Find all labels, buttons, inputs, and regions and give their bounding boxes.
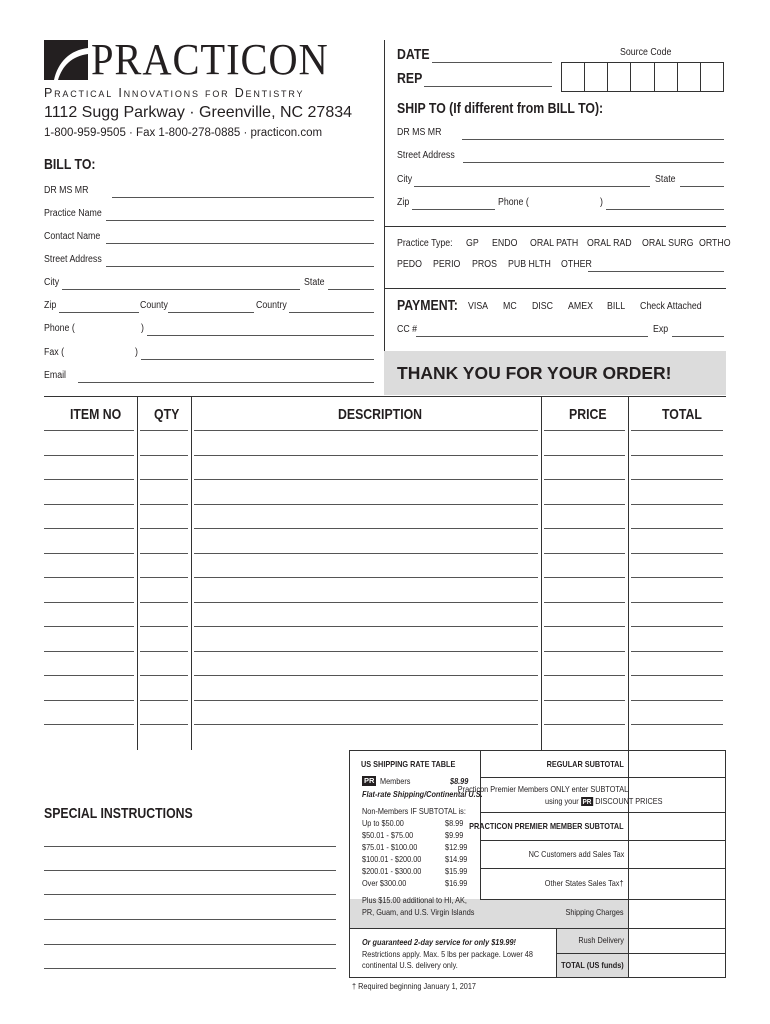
table-row-cell[interactable] xyxy=(44,700,134,701)
table-row-cell[interactable] xyxy=(544,700,625,701)
shipping-rate: $12.99 xyxy=(445,842,468,852)
thank-you-text: THANK YOU FOR YOUR ORDER! xyxy=(397,363,672,383)
bill-zip-field[interactable] xyxy=(59,312,139,313)
ship-to-zip-label: Zip xyxy=(397,197,410,208)
bill-city-label: City xyxy=(44,277,60,288)
brand-address: 1112 Sugg Parkway · Greenville, NC 27834 xyxy=(44,104,353,121)
special-instructions-title: SPECIAL INSTRUCTIONS xyxy=(44,805,193,822)
table-row-cell[interactable] xyxy=(631,626,723,627)
bill-fax-close: ) xyxy=(135,347,138,358)
special-instructions-line[interactable] xyxy=(44,894,336,895)
table-row-cell[interactable] xyxy=(44,430,134,431)
table-row-cell[interactable] xyxy=(44,651,134,652)
table-row-cell[interactable] xyxy=(544,626,625,627)
restrictions-note-1: Restrictions apply. Max. 5 lbs per package. Lower 48 xyxy=(362,949,533,959)
ship-to-state-field[interactable] xyxy=(680,186,724,187)
rep-label: REP xyxy=(397,70,423,87)
source-code-boxes[interactable] xyxy=(561,62,724,92)
totals-row-line xyxy=(480,777,726,778)
totals-row-line xyxy=(480,868,726,869)
restrictions-note-2: continental U.S. delivery only. xyxy=(362,960,458,970)
table-row-cell[interactable] xyxy=(544,504,625,505)
table-row-cell[interactable] xyxy=(631,724,723,725)
contact-name-label: Contact Name xyxy=(44,231,101,242)
table-row-cell[interactable] xyxy=(544,651,625,652)
ship-to-salutation: DR MS MR xyxy=(397,127,442,138)
rep-field[interactable] xyxy=(424,86,552,87)
table-row-cell[interactable] xyxy=(44,553,134,554)
bill-email-label: Email xyxy=(44,370,67,381)
thank-you-banner xyxy=(384,351,726,395)
practice-type-oral-path[interactable]: ORAL PATH xyxy=(530,238,579,249)
practice-name-field[interactable] xyxy=(106,220,374,221)
table-row-cell[interactable] xyxy=(140,626,188,627)
table-top-border xyxy=(44,396,726,397)
payment-mc[interactable]: MC xyxy=(503,301,517,312)
bill-phone-field[interactable] xyxy=(147,335,374,336)
table-row-cell[interactable] xyxy=(544,553,625,554)
practice-type-label: Practice Type: xyxy=(397,238,453,249)
table-row-cell[interactable] xyxy=(194,430,538,431)
date-field[interactable] xyxy=(432,62,552,63)
members-rate: $8.99 xyxy=(450,776,469,786)
totals-row-line xyxy=(480,899,726,900)
table-row-cell[interactable] xyxy=(44,504,134,505)
table-row-cell[interactable] xyxy=(44,455,134,456)
table-row-cell[interactable] xyxy=(544,430,625,431)
table-row-cell[interactable] xyxy=(140,602,188,603)
members-note-1: Practicon Premier Members ONLY enter SUBTOTAL xyxy=(457,784,628,794)
additional-note-1: Plus $15.00 additional to HI, AK, xyxy=(362,895,467,905)
payment-disc[interactable]: DISC xyxy=(532,301,554,312)
bill-county-label: County xyxy=(140,300,168,311)
practice-type-endo[interactable]: ENDO xyxy=(492,238,518,249)
practicon-logo xyxy=(44,35,378,88)
table-row-cell[interactable] xyxy=(140,479,188,480)
premier-subtotal-label: PRACTICON PREMIER MEMBER SUBTOTAL xyxy=(469,821,624,831)
other-tax-label: Other States Sales Tax† xyxy=(545,878,624,888)
table-row-cell[interactable] xyxy=(631,700,723,701)
non-members-note: Non-Members IF SUBTOTAL is: xyxy=(362,806,466,816)
shipping-rate: $14.99 xyxy=(445,854,468,864)
shipping-rate: $15.99 xyxy=(445,866,468,876)
table-row-cell[interactable] xyxy=(194,504,538,505)
practicon-logo-mark xyxy=(44,40,88,80)
special-instructions-line[interactable] xyxy=(44,968,336,969)
practice-type-gp[interactable]: GP xyxy=(466,238,479,249)
bill-country-label: Country xyxy=(256,300,287,311)
table-row-cell[interactable] xyxy=(194,602,538,603)
col-divider-price xyxy=(541,396,542,750)
table-row-cell[interactable] xyxy=(544,602,625,603)
practice-type-pedo[interactable]: PEDO xyxy=(397,259,422,270)
footnote: † Required beginning January 1, 2017 xyxy=(352,981,476,991)
contact-name-field[interactable] xyxy=(106,243,374,244)
bill-street-field[interactable] xyxy=(106,266,374,267)
table-row-cell[interactable] xyxy=(44,528,134,529)
shipping-range: $100.01 - $200.00 xyxy=(362,854,422,864)
table-row-cell[interactable] xyxy=(544,577,625,578)
col-header-description: DESCRIPTION xyxy=(338,406,423,423)
guarantee-top-border xyxy=(349,928,726,929)
ship-to-title: SHIP TO (If different from BILL TO): xyxy=(397,100,604,117)
table-row-cell[interactable] xyxy=(44,626,134,627)
ship-to-city-label: City xyxy=(397,174,413,185)
table-row-cell[interactable] xyxy=(631,504,723,505)
table-row-cell[interactable] xyxy=(631,651,723,652)
ship-to-phone-field[interactable] xyxy=(606,209,724,210)
practice-type-divider xyxy=(384,226,726,227)
table-row-cell[interactable] xyxy=(631,430,723,431)
table-row-cell[interactable] xyxy=(194,479,538,480)
table-row-cell[interactable] xyxy=(140,577,188,578)
shipping-range: $200.01 - $300.00 xyxy=(362,866,422,876)
regular-subtotal-label: REGULAR SUBTOTAL xyxy=(546,759,624,769)
table-row-cell[interactable] xyxy=(194,553,538,554)
col-divider-total xyxy=(628,396,629,750)
ship-to-phone-close: ) xyxy=(600,197,603,208)
table-row-cell[interactable] xyxy=(140,651,188,652)
shipping-range: Over $300.00 xyxy=(362,878,407,888)
shipping-range: $50.01 - $75.00 xyxy=(362,830,414,840)
payment-bill[interactable]: BILL xyxy=(607,301,626,312)
table-row-cell[interactable] xyxy=(544,675,625,676)
table-row-cell[interactable] xyxy=(140,700,188,701)
special-instructions-line[interactable] xyxy=(44,944,336,945)
special-instructions-line[interactable] xyxy=(44,919,336,920)
bill-country-field[interactable] xyxy=(289,312,374,313)
table-row-cell[interactable] xyxy=(631,455,723,456)
payment-amex[interactable]: AMEX xyxy=(568,301,593,312)
practice-type-ortho[interactable]: ORTHO xyxy=(699,238,731,249)
bill-to-title: BILL TO: xyxy=(44,156,96,173)
practice-type-pub-hlth[interactable]: PUB HLTH xyxy=(508,259,551,270)
table-row-cell[interactable] xyxy=(194,577,538,578)
ship-to-zip-field[interactable] xyxy=(412,209,495,210)
shipping-rate: $9.99 xyxy=(445,830,464,840)
col-header-qty: QTY xyxy=(154,406,180,423)
bill-city-field[interactable] xyxy=(62,289,300,290)
bill-state-field[interactable] xyxy=(328,289,374,290)
ship-to-name-field[interactable] xyxy=(462,139,724,140)
col-header-item-no: ITEM NO xyxy=(70,406,122,423)
exp-field[interactable] xyxy=(672,336,724,337)
bill-state-label: State xyxy=(304,277,325,288)
members-note-2: using your PR DISCOUNT PRICES xyxy=(545,796,663,806)
table-row-cell[interactable] xyxy=(140,504,188,505)
table-row-cell[interactable] xyxy=(631,602,723,603)
header-divider xyxy=(384,40,385,395)
payment-visa[interactable]: VISA xyxy=(468,301,489,312)
shipping-rate: $16.99 xyxy=(445,878,468,888)
practice-type-oral-rad[interactable]: ORAL RAD xyxy=(587,238,632,249)
guaranteed-note: Or guaranteed 2-day service for only $19.99! xyxy=(362,937,516,947)
members-label: Members xyxy=(380,776,411,786)
table-row-cell[interactable] xyxy=(194,455,538,456)
table-row-cell[interactable] xyxy=(140,553,188,554)
table-row-cell[interactable] xyxy=(544,724,625,725)
practice-name-label: Practice Name xyxy=(44,208,102,219)
bill-county-field[interactable] xyxy=(168,312,254,313)
table-row-cell[interactable] xyxy=(544,455,625,456)
source-code-label: Source Code xyxy=(620,47,672,58)
table-row-cell[interactable] xyxy=(140,455,188,456)
col-divider-qty xyxy=(137,396,138,750)
col-divider-desc xyxy=(191,396,192,750)
brand-name: PRACTICON xyxy=(91,35,329,84)
bill-zip-label: Zip xyxy=(44,300,57,311)
bill-phone-close: ) xyxy=(141,323,144,334)
practice-type-other[interactable]: OTHER xyxy=(561,259,592,270)
table-row-cell[interactable] xyxy=(544,528,625,529)
exp-label: Exp xyxy=(653,324,669,335)
ship-to-city-field[interactable] xyxy=(414,186,650,187)
table-row-cell[interactable] xyxy=(194,651,538,652)
cc-label: CC # xyxy=(397,324,418,335)
practice-type-other-field[interactable] xyxy=(588,271,724,272)
table-row-cell[interactable] xyxy=(44,479,134,480)
rush-delivery-label: Rush Delivery xyxy=(578,935,624,945)
table-row-cell[interactable] xyxy=(194,700,538,701)
cc-field[interactable] xyxy=(416,336,648,337)
bill-to-name-field[interactable] xyxy=(112,197,374,198)
bill-fax-label: Fax ( xyxy=(44,347,65,358)
payment-check[interactable]: Check Attached xyxy=(640,301,702,312)
table-row-cell[interactable] xyxy=(140,528,188,529)
total-label: TOTAL (US funds) xyxy=(561,960,624,970)
flat-rate-note: Flat-rate Shipping/Continental U.S. xyxy=(362,789,483,799)
practice-type-pros[interactable]: PROS xyxy=(472,259,497,270)
table-row-cell[interactable] xyxy=(194,675,538,676)
table-row-cell[interactable] xyxy=(631,553,723,554)
shipping-table-title: US SHIPPING RATE TABLE xyxy=(361,759,456,769)
pr-badge-discount: PR xyxy=(582,797,592,806)
date-label: DATE xyxy=(397,46,430,63)
nc-tax-label: NC Customers add Sales Tax xyxy=(528,849,624,859)
shipping-range: Up to $50.00 xyxy=(362,818,404,828)
totals-row-line xyxy=(480,840,726,841)
special-instructions-line[interactable] xyxy=(44,870,336,871)
table-row-cell[interactable] xyxy=(140,675,188,676)
table-row-cell[interactable] xyxy=(544,479,625,480)
shipping-charges-label: Shipping Charges xyxy=(565,907,624,917)
ship-to-street-field[interactable] xyxy=(463,162,724,163)
ship-to-state-label: State xyxy=(655,174,676,185)
col-header-price: PRICE xyxy=(569,406,607,423)
totals-row-line xyxy=(556,953,726,954)
table-row-cell[interactable] xyxy=(44,577,134,578)
table-row-cell[interactable] xyxy=(44,602,134,603)
shipping-rate: $8.99 xyxy=(445,818,464,828)
table-row-cell[interactable] xyxy=(194,724,538,725)
bill-email-field[interactable] xyxy=(78,382,374,383)
table-row-cell[interactable] xyxy=(631,577,723,578)
table-row-cell[interactable] xyxy=(631,479,723,480)
bill-phone-label: Phone ( xyxy=(44,323,75,334)
practice-type-oral-surg[interactable]: ORAL SURG xyxy=(642,238,694,249)
ship-to-street-label: Street Address xyxy=(397,150,455,161)
table-row-cell[interactable] xyxy=(194,626,538,627)
special-instructions-line[interactable] xyxy=(44,846,336,847)
bill-to-salutation: DR MS MR xyxy=(44,185,89,196)
brand-contact: 1-800-959-9505 · Fax 1-800-278-0885 · practicon.com xyxy=(44,127,323,139)
pr-badge-members: PR xyxy=(364,776,375,785)
shipping-range: $75.01 - $100.00 xyxy=(362,842,418,852)
payment-divider xyxy=(384,288,726,289)
table-row-cell[interactable] xyxy=(140,430,188,431)
table-row-cell[interactable] xyxy=(194,528,538,529)
totals-row-line xyxy=(480,812,726,813)
additional-note-2: PR, Guam, and U.S. Virgin Islands xyxy=(362,907,475,917)
table-row-cell[interactable] xyxy=(44,724,134,725)
ship-to-phone-label: Phone ( xyxy=(498,197,529,208)
table-row-cell[interactable] xyxy=(44,675,134,676)
col-header-total: TOTAL xyxy=(662,406,702,423)
bill-street-label: Street Address xyxy=(44,254,102,265)
table-row-cell[interactable] xyxy=(631,675,723,676)
payment-title: PAYMENT: xyxy=(397,297,458,314)
brand-tagline: Practical Innovations for Dentistry xyxy=(44,86,305,100)
bill-fax-field[interactable] xyxy=(141,359,374,360)
table-row-cell[interactable] xyxy=(140,724,188,725)
table-row-cell[interactable] xyxy=(631,528,723,529)
practice-type-perio[interactable]: PERIO xyxy=(433,259,461,270)
